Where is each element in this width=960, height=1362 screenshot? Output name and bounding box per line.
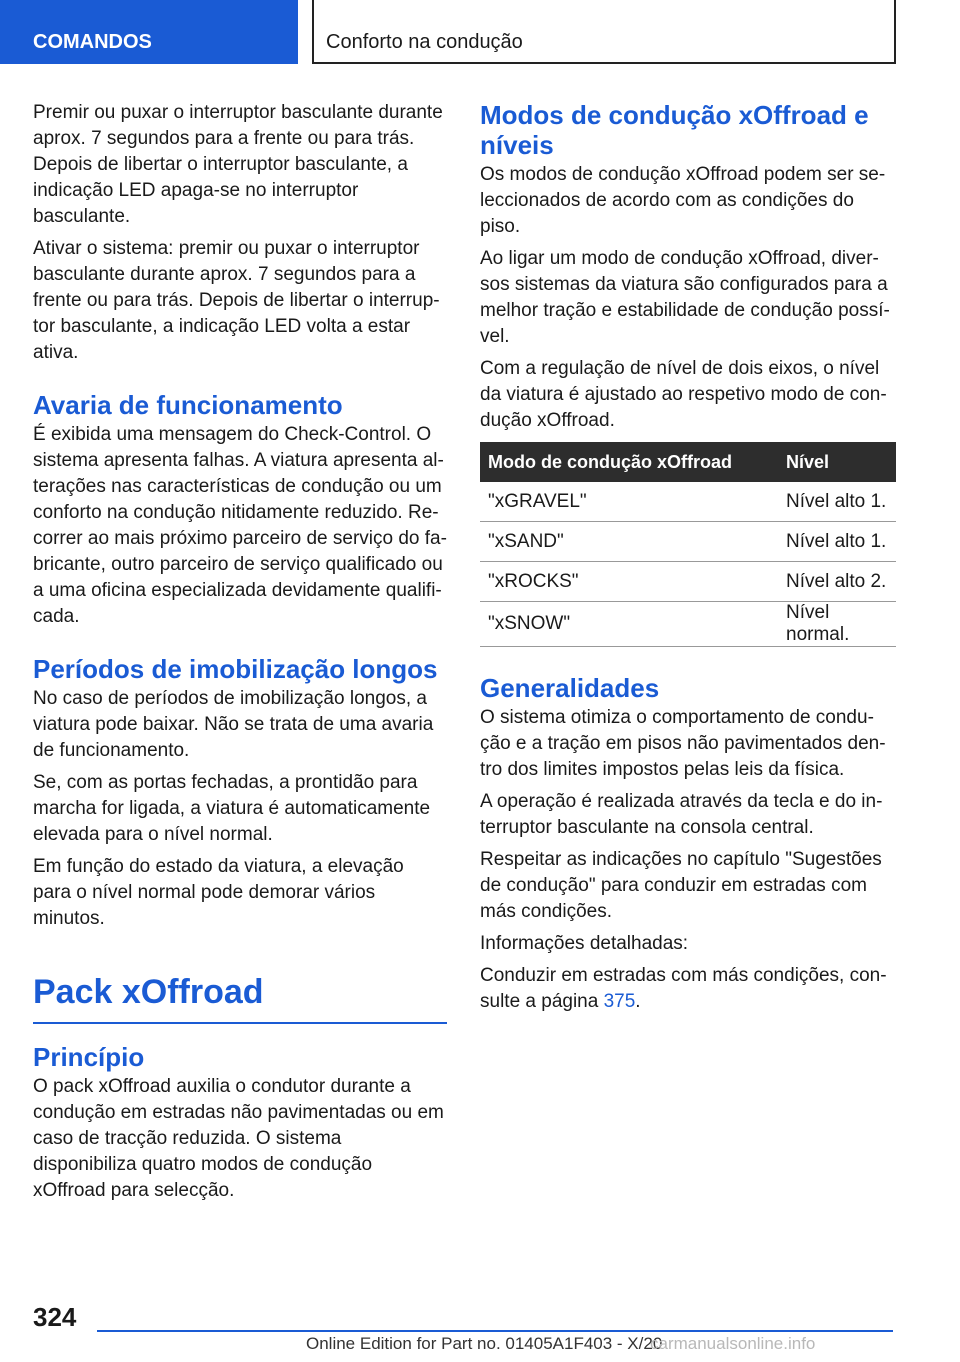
paragraph: O pack xOffroad auxilia o condutor durante a condução em estradas não pavimentadas ou em caso de tracção reduzida. O sistema disponibiliza quatro modos de condução xOffroad para selecção.: [33, 1076, 444, 1201]
table-cell-mode: "xGRAVEL": [480, 482, 778, 522]
watermark: carmanualsonline.info: [650, 1334, 816, 1353]
modes-table: [480, 442, 896, 647]
paragraph: Os modos de condução xOffroad podem ser seleccionados de acordo com as condições do piso.: [480, 164, 886, 237]
table-cell-level: Nível normal.: [778, 602, 896, 647]
paragraph: Ao ligar um modo de condução xOffroad, diversos sistemas da viatura são configurados para a melhor tração e estabilidade de condução possível.: [480, 248, 890, 347]
paragraph: Ativar o sistema: premir ou puxar o interruptor basculante durante aprox. 7 segundos para a frente ou para trás. Depois de libertar o interruptor basculante, a indicação LED volta a estar ativa.: [33, 238, 440, 363]
table-cell-mode: "xROCKS": [480, 562, 778, 602]
paragraph-text: Conduzir em estradas com más condições, consulte a página: [480, 965, 887, 1012]
table-cell-level: Nível alto 1.: [778, 482, 896, 522]
table-row: [480, 562, 896, 602]
paragraph: Respeitar as indicações no capítulo "Sugestões de condução" para conduzir em estradas com más condições.: [480, 849, 882, 922]
section-title: Conforto na condução: [312, 0, 896, 64]
page-number: 324: [33, 1302, 77, 1332]
heading-avaria: Avaria de funcionamento: [33, 390, 343, 420]
page-reference-link[interactable]: 375: [603, 991, 636, 1012]
heading-pack-xoffroad: Pack xOffroad: [33, 972, 447, 1024]
table-row: [480, 522, 896, 562]
heading-periodos: Períodos de imobilização longos: [33, 654, 438, 684]
heading-principio: Princípio: [33, 1042, 145, 1072]
left-column: [33, 100, 447, 1210]
paragraph-end: .: [635, 991, 641, 1012]
table-cell-level: Nível alto 1.: [778, 522, 896, 562]
table-header-level: Nível: [778, 442, 896, 482]
paragraph: No caso de períodos de imobilização longos, a viatura pode baixar. Não se trata de uma avaria de funcionamento.: [33, 688, 434, 761]
paragraph: Informações detalhadas:: [480, 933, 689, 954]
paragraph-with-link: [480, 963, 896, 1015]
table-cell-mode: "xSAND": [480, 522, 778, 562]
heading-generalidades: Generalidades: [480, 673, 660, 703]
paragraph: É exibida uma mensagem do Check-Control. O sistema apresenta falhas. A viatura apresenta alterações nas características de condução ou um conforto na condução nitidamente reduzido. Recorrer ao mais próximo parceiro de serviço do fabricante, outro parceiro de serviço qualificado ou a uma oficina especializada devidamente qualificada.: [33, 424, 447, 627]
table-row: [480, 482, 896, 522]
footer-edition: Online Edition for Part no. 01405A1F403 - X/20: [306, 1334, 663, 1353]
paragraph: Se, com as portas fechadas, a prontidão para marcha for ligada, a viatura é automaticamente elevada para o nível normal.: [33, 772, 431, 845]
paragraph: O sistema otimiza o comportamento de condução e a tração em pisos não pavimentados dentro dos limites impostos pelas leis da física.: [480, 707, 886, 780]
table-header-row: [480, 442, 896, 482]
table-cell-level: Nível alto 2.: [778, 562, 896, 602]
chapter-tab: COMANDOS: [0, 0, 298, 64]
paragraph: Com a regulação de nível de dois eixos, o nível da viatura é ajustado ao respetivo modo de condução xOffroad.: [480, 358, 887, 431]
footer-divider: [97, 1330, 893, 1332]
table-cell-mode: "xSNOW": [480, 602, 778, 647]
right-column: [480, 100, 896, 1021]
heading-modos: Modos de condução xOffroad e níveis: [480, 100, 869, 160]
paragraph: Em função do estado da viatura, a elevação para o nível normal pode demorar vários minutos.: [33, 856, 404, 929]
table-row: [480, 602, 896, 647]
paragraph: Premir ou puxar o interruptor basculante durante aprox. 7 segundos para a frente ou para trás. Depois de libertar o interruptor basculante, a indicação LED apaga-se no interruptor basculante.: [33, 102, 443, 227]
table-header-mode: Modo de condução xOffroad: [480, 442, 778, 482]
paragraph: A operação é realizada através da tecla e do interruptor basculante na consola central.: [480, 791, 883, 838]
